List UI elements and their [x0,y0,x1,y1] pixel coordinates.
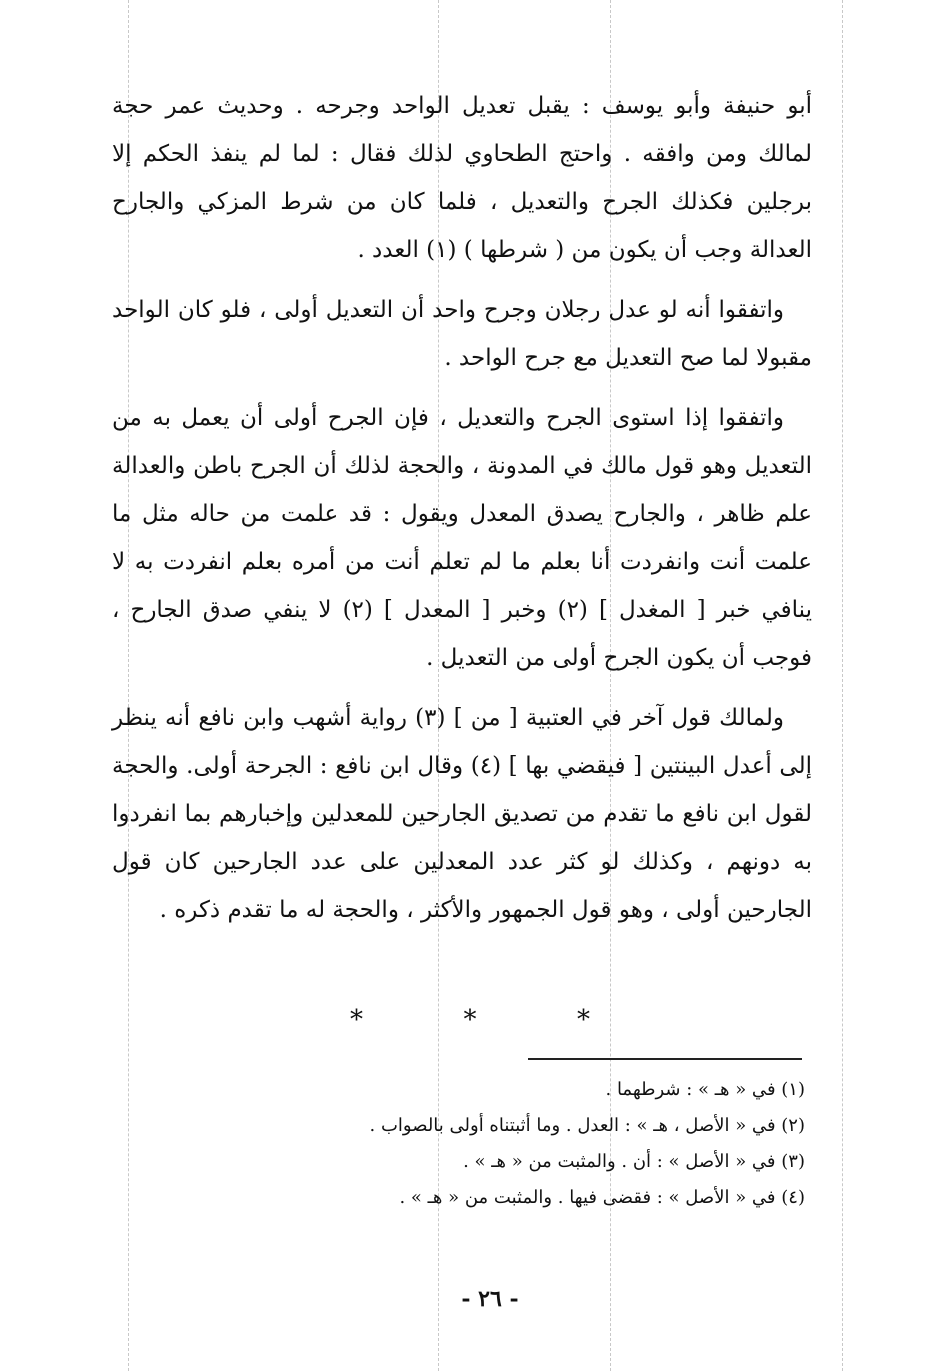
paragraph: ولمالك قول آخر في العتبية [ من ] (٣) رواية أشهب وابن نافع أنه ينظر إلى أعدل البينتين [ فيقضي بها ] (٤) وقال ابن نافع : الجرحة أولى. والحجة لقول ابن نافع ما تقدم من تصديق الجارحين للمعدلين وإخبارهم بما انفردوا به دونهم ، وكذلك لو كثر عدد المعدلين على عدد الجارحين كان قول الجارحين أولى ، وهو قول الجمهور والأكثر ، والحجة له ما تقدم ذكره . [112,705,812,923]
page-number: - ٢٦ - [461,1286,519,1312]
footnote: (٣) في « الأصل » : أن . والمثبت من « هـ » . [463,1151,805,1172]
separator-star: * [577,1005,590,1035]
paragraph: أبو حنيفة وأبو يوسف : يقبل تعديل الواحد وجرحه . وحديث عمر حجة لمالك ومن وافقه . واحتج الطحاوي لذلك فقال : لما لم ينفذ الحكم إلا برجلين فكذلك الجرح والتعديل ، فلما كان من شرط المزكي والجارح العدالة وجب أن يكون من ( شرطها ) (١) العدد . [112,93,812,263]
footnote: (١) في « هـ » : شرطهما . [605,1079,805,1100]
footnote-divider [528,1058,802,1060]
footnote: (٢) في « الأصل ، هـ » : العدل . وما أثبتناه أولى بالصواب . [369,1115,805,1136]
scan-artifact-line [842,0,843,1371]
paragraph: واتفقوا أنه لو عدل رجلان وجرح واحد أن التعديل أولى ، فلو كان الواحد مقبولا لما صح التعديل مع جرح الواحد . [112,297,812,371]
paragraph: واتفقوا إذا استوى الجرح والتعديل ، فإن الجرح أولى أن يعمل به من التعديل وهو قول مالك في المدونة ، والحجة لذلك أن الجرح باطن والعدالة علم ظاهر ، والجارح يصدق المعدل ويقول : قد علمت من حاله مثل ما علمت أنت وانفردت أنا بعلم ما لم تعلم أنت من أمره بعلم انفردت به لا ينافي خبر [ المغدل ] (٢) وخبر [ المعدل ] (٢) لا ينفي صدق الجارح ، فوجب أن يكون الجرح أولى من التعديل . [112,405,813,671]
body-text [112,82,812,946]
section-separator [350,1000,590,1040]
footnote: (٤) في « الأصل » : فقضى فيها . والمثبت من « هـ » . [399,1187,805,1208]
separator-star: * [350,1005,363,1035]
footnotes [200,1072,805,1216]
separator-star: * [463,1005,477,1035]
